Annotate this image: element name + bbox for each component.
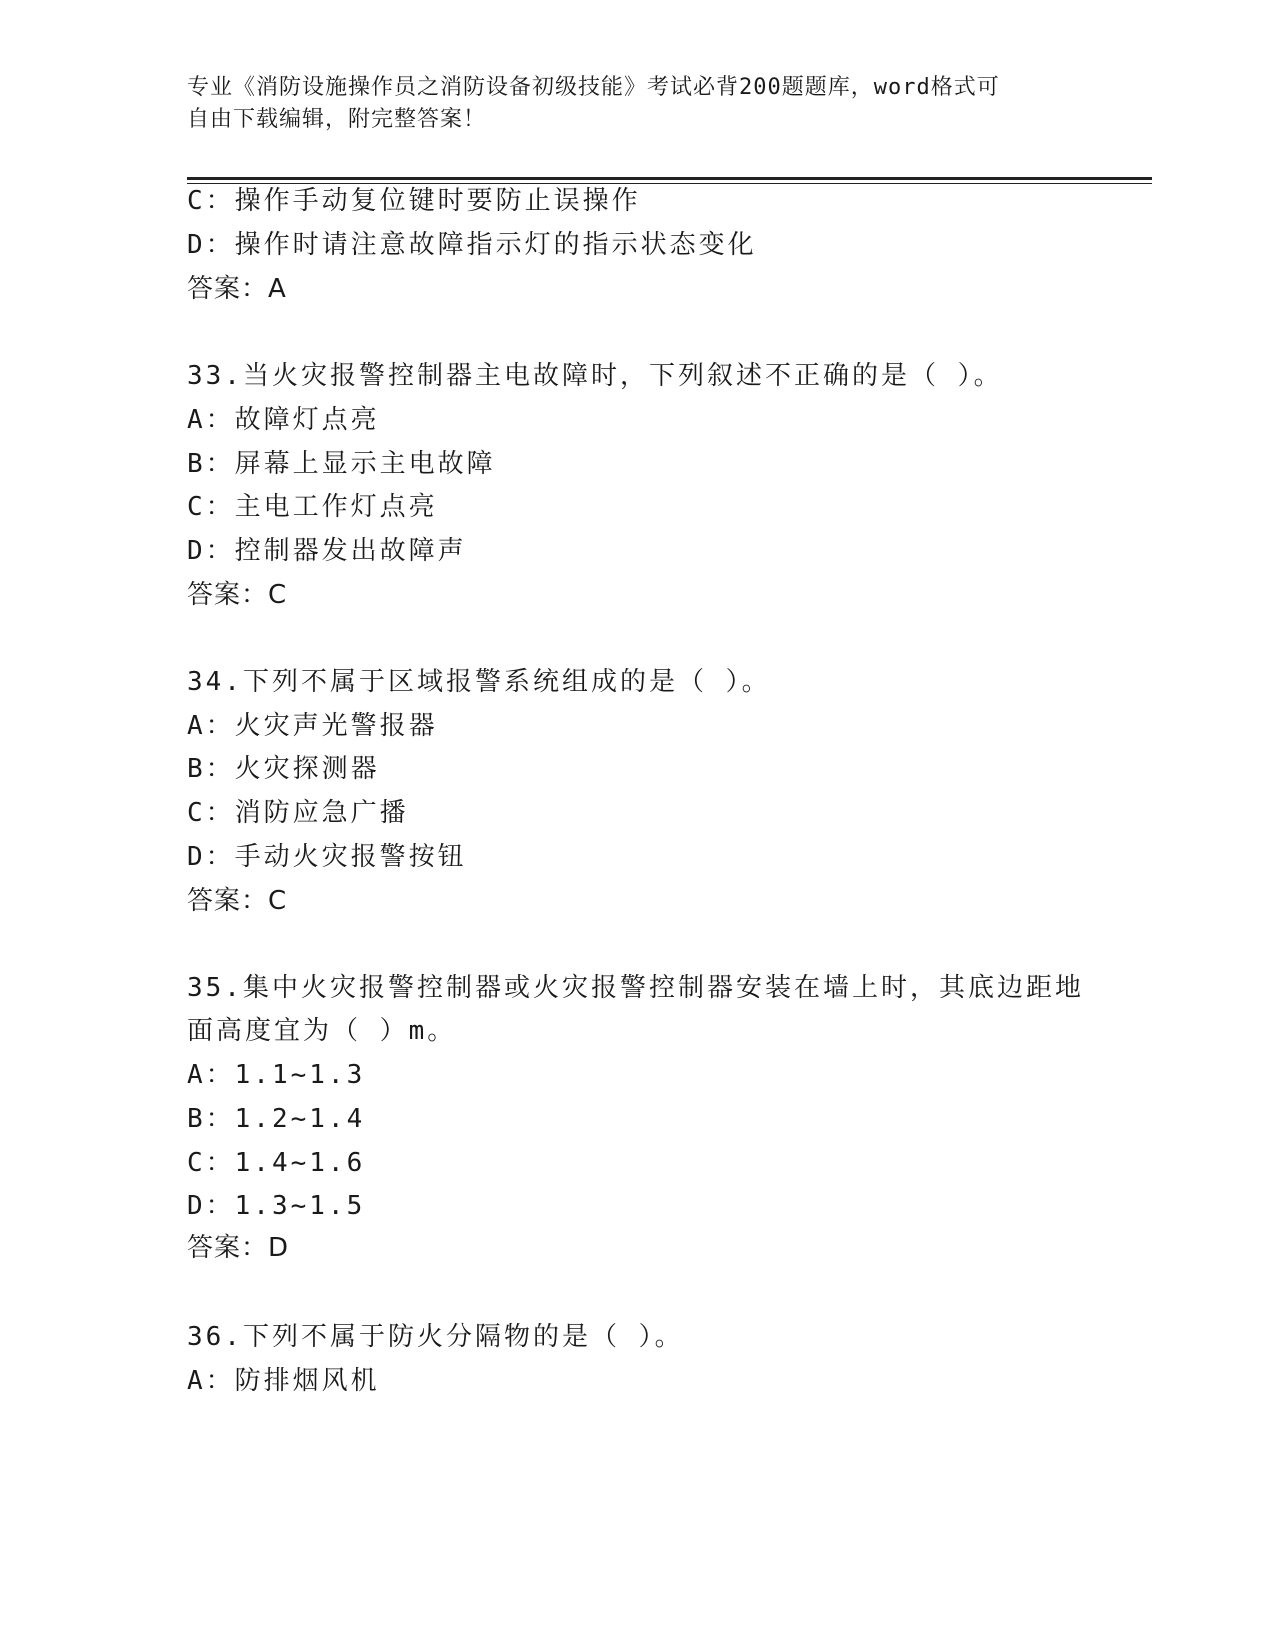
q33-option-a: A：故障灯点亮	[187, 405, 380, 435]
document-header	[187, 72, 1087, 136]
prev-answer: 答案：A	[187, 274, 287, 304]
q35-option-b: B：1.2~1.4	[187, 1104, 366, 1134]
prev-option-d: D：操作时请注意故障指示灯的指示状态变化	[187, 230, 757, 260]
q34-answer: 答案：C	[187, 886, 288, 916]
q33-option-d: D：控制器发出故障声	[187, 536, 467, 566]
q33-answer: 答案：C	[187, 580, 288, 610]
q34-stem: 34.下列不属于区域报警系统组成的是（ ）。	[187, 667, 771, 697]
q33-option-b: B：屏幕上显示主电故障	[187, 449, 496, 479]
q35-option-c: C：1.4~1.6	[187, 1148, 366, 1178]
q35-option-d: D：1.3~1.5	[187, 1191, 366, 1221]
header-line-2: 自由下载编辑，附完整答案！	[187, 107, 487, 132]
q33-stem: 33.当火灾报警控制器主电故障时，下列叙述不正确的是（ ）。	[187, 361, 1003, 391]
q34-option-d: D：手动火灾报警按钮	[187, 842, 467, 872]
q35-stem-line-1: 35.集中火灾报警控制器或火灾报警控制器安装在墙上时，其底边距地	[187, 973, 1084, 1003]
q34-option-a: A：火灾声光警报器	[187, 711, 438, 741]
q36-stem: 36.下列不属于防火分隔物的是（ ）。	[187, 1322, 684, 1352]
q34-option-c: C：消防应急广播	[187, 798, 409, 828]
q35-stem-line-2: 面高度宜为（ ）m。	[187, 1016, 457, 1046]
q35-option-a: A：1.1~1.3	[187, 1060, 366, 1090]
header-line-1: 专业《消防设施操作员之消防设备初级技能》考试必背200题题库，word格式可	[187, 75, 1000, 100]
q36-option-a: A：防排烟风机	[187, 1366, 380, 1396]
header-rule-thick	[187, 177, 1152, 180]
prev-option-c: C：操作手动复位键时要防止误操作	[187, 186, 641, 216]
q34-option-b: B：火灾探测器	[187, 754, 380, 784]
q33-option-c: C：主电工作灯点亮	[187, 492, 438, 522]
q35-answer: 答案：D	[187, 1233, 290, 1263]
